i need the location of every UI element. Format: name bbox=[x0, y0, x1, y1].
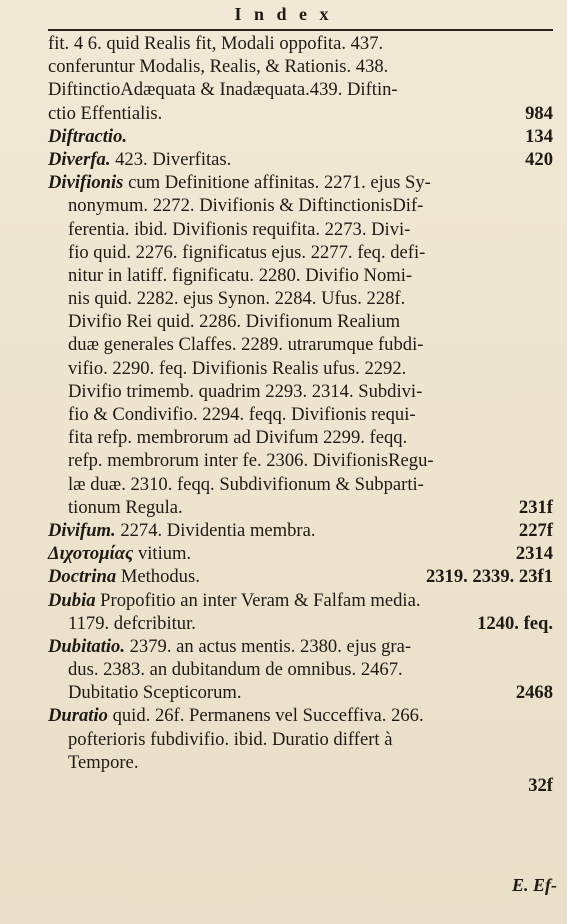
index-line bbox=[48, 589, 553, 612]
index-entry-text: 1179. defcribitur. bbox=[68, 612, 196, 634]
index-line bbox=[48, 194, 553, 217]
index-line bbox=[48, 310, 553, 333]
index-term: Διχοτομίας bbox=[48, 543, 134, 565]
index-line bbox=[48, 171, 553, 194]
running-head: I n d e x bbox=[234, 4, 333, 24]
index-line-text bbox=[68, 659, 403, 680]
index-line-text bbox=[68, 311, 400, 332]
index-line-text bbox=[48, 125, 127, 148]
index-line-text bbox=[48, 172, 431, 193]
index-line-text bbox=[48, 148, 231, 171]
page-reference: 32f bbox=[528, 775, 553, 796]
index-term: Diftractio. bbox=[48, 125, 128, 147]
index-line bbox=[48, 32, 553, 55]
index-term: Dubitatio. bbox=[48, 635, 125, 657]
index-line-text bbox=[68, 427, 407, 448]
index-line bbox=[48, 751, 553, 774]
index-line bbox=[48, 473, 553, 496]
index-line-text bbox=[68, 381, 422, 402]
index-entry-text: nonymum. 2272. Divifionis & DiftinctionisDif- bbox=[68, 195, 424, 217]
index-line-text bbox=[68, 681, 242, 704]
index-line bbox=[48, 380, 553, 403]
index-line bbox=[48, 728, 553, 751]
index-term: Divifum. bbox=[48, 519, 116, 541]
index-line bbox=[48, 333, 553, 356]
index-line-text bbox=[68, 474, 424, 495]
index-entry-text: tionum Regula. bbox=[68, 496, 183, 518]
index-line bbox=[48, 403, 553, 426]
index-line-text bbox=[48, 519, 316, 542]
index-line bbox=[48, 287, 553, 310]
index-line bbox=[48, 565, 553, 588]
index-line-text bbox=[68, 450, 434, 471]
index-line bbox=[48, 264, 553, 287]
index-line-text bbox=[68, 265, 412, 286]
index-line-text bbox=[68, 288, 405, 309]
index-line bbox=[48, 241, 553, 264]
index-line-text bbox=[68, 219, 410, 240]
index-entry-text: fita refp. membrorum ad Divifum 2299. feqq. bbox=[68, 427, 408, 449]
index-term: Dubia bbox=[48, 589, 96, 611]
index-entry-text: duæ generales Claffes. 2289. utrarumque fubdi- bbox=[68, 334, 424, 356]
index-entry-text: fit. 4 6. quid Realis fit, Modali oppofita. 437. bbox=[48, 33, 384, 54]
index-entry-text: vifio. 2290. feq. Divifionis Realis ufus. 2292. bbox=[68, 357, 407, 379]
index-line bbox=[48, 102, 553, 125]
index-entry-text: ctio Effentialis. bbox=[48, 102, 163, 124]
index-line-text bbox=[48, 565, 200, 588]
index-line-text bbox=[68, 612, 196, 635]
index-line bbox=[48, 449, 553, 472]
index-line-text bbox=[48, 636, 411, 657]
index-line bbox=[48, 218, 553, 241]
index-line-text bbox=[68, 242, 425, 263]
index-entry-text: nitur in latiff. fignificatu. 2280. Divifio Nomi- bbox=[68, 264, 413, 286]
index-entry-text: vitium. bbox=[133, 543, 192, 565]
index-entry-text: ferentia. ibid. Divifionis requifita. 2273. Divi- bbox=[68, 218, 411, 240]
index-line bbox=[48, 681, 553, 704]
index-line-text bbox=[48, 79, 398, 100]
index-entry-text: 423. Diverfitas. bbox=[110, 148, 232, 170]
index-entry-text: DiftinctioAdæquata & Inadæquata.439. Diftin- bbox=[48, 79, 398, 101]
index-entry-text: Dubitatio Scepticorum. bbox=[68, 682, 242, 704]
index-line bbox=[48, 496, 553, 519]
index-entry-text: Divifio Rei quid. 2286. Divifionum Realium bbox=[68, 311, 401, 333]
index-entry-text: Propofitio an inter Veram & Falfam media. bbox=[95, 589, 421, 611]
page-reference: 1240. feq. bbox=[477, 612, 553, 634]
index-entry-text: nis quid. 2282. ejus Synon. 2284. Ufus. 228f. bbox=[68, 288, 406, 310]
index-entry-text: Methodus. bbox=[116, 566, 200, 588]
index-term: Divifionis bbox=[48, 172, 124, 194]
index-line bbox=[48, 658, 553, 681]
index-line bbox=[48, 542, 553, 565]
index-line-text bbox=[48, 56, 388, 77]
index-entry-text: Tempore. bbox=[68, 751, 139, 773]
index-entry-text: refp. membrorum inter fe. 2306. DivifionisRegu- bbox=[68, 450, 434, 472]
index-line-text bbox=[68, 195, 423, 216]
index-line bbox=[48, 357, 553, 380]
catchword: E. Ef- bbox=[512, 875, 557, 895]
page-reference: 2319. 2339. 23f1 bbox=[425, 566, 553, 588]
index-line-text bbox=[68, 334, 423, 355]
index-body bbox=[48, 32, 553, 797]
index-line bbox=[48, 612, 553, 635]
index-entry-text: dus. 2383. an dubitandum de omnibus. 2467. bbox=[68, 659, 403, 681]
index-line-text bbox=[48, 590, 421, 611]
index-entry-text: cum Definitione affinitas. 2271. ejus Sy- bbox=[123, 172, 431, 194]
index-line bbox=[48, 519, 553, 542]
index-entry-text: fio quid. 2276. fignificatus ejus. 2277. feq. defi- bbox=[68, 241, 426, 263]
index-term: Diverfa. bbox=[48, 148, 111, 170]
index-entry-text: Divifio trimemb. quadrim 2293. 2314. Subdivi- bbox=[68, 380, 423, 402]
header-rule bbox=[48, 29, 553, 31]
index-line bbox=[48, 704, 553, 727]
index-line-text bbox=[48, 542, 191, 565]
index-line bbox=[48, 55, 553, 78]
index-entry-text: læ duæ. 2310. feqq. Subdivifionum & Subparti- bbox=[68, 473, 424, 495]
index-line-text bbox=[48, 33, 383, 54]
index-line-text bbox=[68, 729, 392, 750]
page-reference: 2468 bbox=[515, 682, 553, 704]
page-reference: 231f bbox=[518, 496, 553, 518]
index-entry-text: 2274. Dividentia membra. bbox=[115, 519, 316, 541]
index-line-text bbox=[48, 705, 424, 726]
index-line-text bbox=[68, 358, 406, 379]
page-reference: 420 bbox=[525, 148, 553, 170]
index-line bbox=[48, 148, 553, 171]
index-line-text bbox=[68, 752, 138, 773]
index-entry-text: pofterioris fubdivifio. ibid. Duratio differt à bbox=[68, 728, 393, 750]
index-entry-text: 2379. an actus mentis. 2380. ejus gra- bbox=[124, 635, 412, 657]
index-entry-text: conferuntur Modalis, Realis, & Rationis. 438. bbox=[48, 56, 389, 78]
index-term: Duratio bbox=[48, 705, 108, 727]
index-line-text bbox=[68, 496, 183, 519]
index-line bbox=[48, 78, 553, 101]
index-entry-text: fio & Condivifio. 2294. feqq. Divifionis requi- bbox=[68, 404, 416, 425]
index-line-text bbox=[48, 102, 162, 125]
page-reference: 2314 bbox=[515, 543, 553, 565]
index-term: Doctrina bbox=[48, 566, 117, 588]
page-reference: 227f bbox=[518, 519, 553, 541]
index-line bbox=[48, 125, 553, 148]
page-reference: 134 bbox=[525, 125, 553, 147]
index-line bbox=[48, 426, 553, 449]
index-entry-text: quid. 26f. Permanens vel Succeffiva. 266. bbox=[107, 705, 424, 727]
index-line bbox=[48, 635, 553, 658]
page-reference: 984 bbox=[525, 102, 553, 124]
index-line-text bbox=[68, 404, 416, 425]
index-line bbox=[48, 774, 553, 797]
